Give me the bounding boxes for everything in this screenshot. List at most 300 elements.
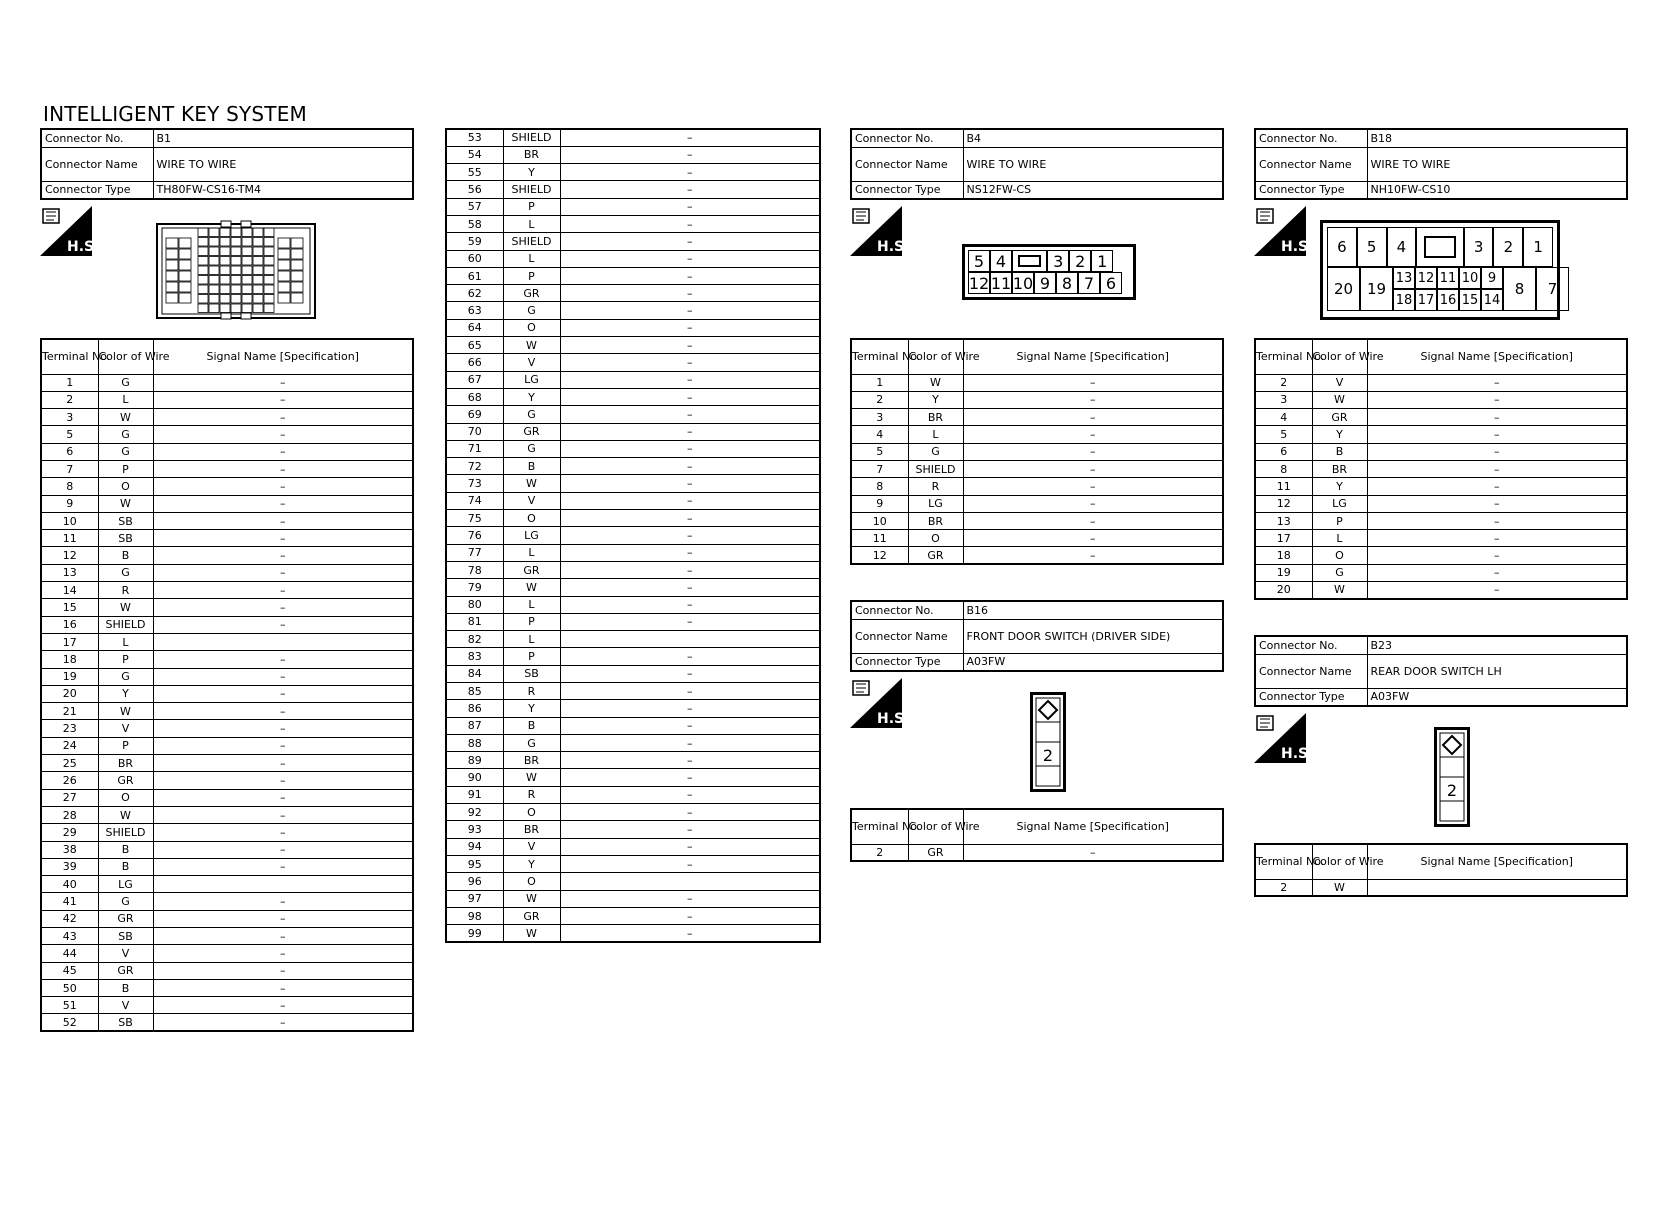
terminal-no-cell: 41 [41,893,98,910]
terminal-no-cell: 8 [1255,460,1312,477]
table-row [851,460,1223,477]
table-row [851,512,1223,529]
pin-cavity [242,295,252,304]
pin-cavity [264,304,274,313]
pin-cell: 1 [1523,227,1553,267]
wire-color-cell: G [98,893,153,910]
wire-color-cell: R [503,786,560,803]
signal-name-cell: – [560,804,820,821]
pin-cell: 2 [1493,227,1523,267]
table-row [446,855,820,872]
signal-name-cell [560,631,820,648]
signal-name-cell: – [560,423,820,440]
wire-color-cell: BR [98,755,153,772]
signal-name-header: Signal Name [Specification] [963,809,1223,844]
pin-cavity [220,228,230,237]
pin-cell: 10 [1459,267,1481,289]
terminal-no-cell: 42 [41,910,98,927]
signal-name-cell: – [153,668,413,685]
hs-badge-text: H.S. [1281,239,1314,255]
pin-cell: 7 [1078,272,1100,294]
signal-name-cell: – [1367,409,1627,426]
connector-type-value: NH10FW-CS10 [1367,181,1627,199]
connector-type-label: Connector Type [851,181,963,199]
wire-color-cell: LG [908,495,963,512]
table-row [41,460,413,477]
pin-cell: 10 [1012,273,1034,293]
signal-name-cell: – [560,717,820,734]
signal-name-header: Signal Name [Specification] [1367,339,1627,374]
b18-pin-row-bottom [1327,267,1558,311]
pin-cavity [291,293,303,303]
table-row [446,250,820,267]
pin-cell: 13 [1393,267,1415,289]
pin-cavity [198,228,208,237]
pin-cavity [166,293,178,303]
wire-color-cell: B [1312,443,1367,460]
signal-name-cell: – [560,527,820,544]
wire-color-cell: B [98,841,153,858]
table-row [851,478,1223,495]
table-row [1255,547,1627,564]
terminal-no-cell: 40 [41,876,98,893]
terminal-no-cell: 93 [446,821,503,838]
connector-type-value: A03FW [963,653,1223,671]
pin-cell: 12 [1415,267,1437,289]
table-row [41,495,413,512]
signal-name-cell: – [153,824,413,841]
table-row [41,945,413,962]
terminal-no-cell: 95 [446,855,503,872]
terminal-no-cell: 58 [446,215,503,232]
b23-terminal-table [1254,843,1628,897]
pin-cavity [231,304,241,313]
signal-name-cell: – [1367,426,1627,443]
connector-name-label: Connector Name [851,619,963,653]
signal-name-cell: – [560,510,820,527]
pin-cavity [242,276,252,285]
pin-cavity [291,238,303,248]
wire-color-cell: Y [1312,426,1367,443]
harness-side-icon [1254,713,1314,763]
connector-no-label: Connector No. [1255,129,1367,147]
wire-color-cell: L [908,426,963,443]
pin-cavity [209,285,219,294]
b18-pin-row-top [1327,227,1553,267]
wire-color-cell: W [1312,391,1367,408]
signal-name-cell: – [560,855,820,872]
terminal-no-cell: 3 [41,409,98,426]
terminal-no-cell: 89 [446,752,503,769]
pin-cavity [209,295,219,304]
wire-color-cell: R [98,582,153,599]
wire-color-cell: GR [1312,409,1367,426]
table-row [446,613,820,630]
pin-cavity [278,238,290,248]
signal-name-cell: – [963,495,1223,512]
wire-color-cell: SHIELD [908,460,963,477]
wire-color-cell: B [98,547,153,564]
terminal-no-cell: 86 [446,700,503,717]
wire-color-cell: SHIELD [503,129,560,146]
pin-cavity [209,228,219,237]
table-row [41,547,413,564]
pin-cavity [253,247,263,256]
table-row [446,665,820,682]
wire-color-cell: W [1312,582,1367,599]
connector-type-value: TH80FW-CS16-TM4 [153,181,413,199]
connector-name-value: WIRE TO WIRE [153,147,413,181]
wire-color-cell: O [908,530,963,547]
pin-cell: 4 [990,250,1012,272]
signal-name-cell: – [153,841,413,858]
signal-name-cell: – [560,164,820,181]
table-row [1255,495,1627,512]
pin-cavity [198,266,208,275]
wire-color-cell: O [98,478,153,495]
pin-cell: 14 [1481,289,1503,311]
connector-name-value: REAR DOOR SWITCH LH [1367,654,1627,688]
pin-cell: 8 [1503,267,1536,311]
wire-color-cell: R [908,478,963,495]
color-of-wire-header: Color of Wire [908,809,963,844]
pin-cell: 17 [1415,289,1437,311]
terminal-no-cell: 87 [446,717,503,734]
wire-color-cell: L [503,215,560,232]
wire-color-cell: W [503,925,560,942]
table-row [41,409,413,426]
table-row [446,233,820,250]
pin-cavity [220,266,230,275]
pin-cavity [179,249,191,259]
pin-cavity [220,247,230,256]
signal-name-cell: – [560,492,820,509]
terminal-no-cell: 78 [446,561,503,578]
wire-color-cell: BR [1312,460,1367,477]
terminal-no-cell: 21 [41,703,98,720]
table-row [1255,409,1627,426]
table-row [446,561,820,578]
connector-no-label: Connector No. [41,129,153,147]
signal-name-cell: – [153,720,413,737]
signal-name-cell: – [560,181,820,198]
harness-side-icon [1254,206,1314,256]
signal-name-cell: – [560,233,820,250]
pin-cavity [220,304,230,313]
signal-name-cell: – [1367,495,1627,512]
table-row [41,599,413,616]
wire-color-cell: Y [503,700,560,717]
wire-color-cell: L [503,631,560,648]
terminal-no-cell: 7 [851,460,908,477]
terminal-no-cell: 3 [851,409,908,426]
terminal-no-cell: 75 [446,510,503,527]
pin-cavity [264,266,274,275]
terminal-no-cell: 38 [41,841,98,858]
signal-name-cell: – [560,215,820,232]
terminal-no-cell: 17 [1255,530,1312,547]
terminal-no-cell: 11 [41,530,98,547]
table-row [1255,391,1627,408]
wire-color-cell: G [503,406,560,423]
table-row [446,406,820,423]
signal-name-cell: – [153,495,413,512]
terminal-no-header: Terminal No. [1255,844,1312,879]
table-row [41,806,413,823]
connector-key-slot [1416,227,1463,267]
b18-connector-diagram [1320,220,1560,320]
table-row [851,530,1223,547]
signal-name-cell: – [153,426,413,443]
terminal-no-cell: 23 [41,720,98,737]
signal-name-cell: – [560,821,820,838]
terminal-no-cell: 15 [41,599,98,616]
signal-name-cell: – [153,755,413,772]
pin-cavity [242,266,252,275]
terminal-no-cell: 24 [41,737,98,754]
terminal-no-cell: 26 [41,772,98,789]
terminal-no-cell: 13 [1255,512,1312,529]
table-row [446,440,820,457]
terminal-no-cell: 54 [446,146,503,163]
terminal-no-cell: 29 [41,824,98,841]
terminal-no-cell: 69 [446,406,503,423]
terminal-no-cell: 44 [41,945,98,962]
wire-color-cell: G [503,302,560,319]
table-row [446,648,820,665]
signal-name-cell: – [153,582,413,599]
pin-cavity [179,282,191,292]
table-row [41,512,413,529]
b4-connector-diagram [962,244,1136,300]
terminal-no-cell: 1 [851,374,908,391]
terminal-no-cell: 60 [446,250,503,267]
wire-color-cell: P [503,198,560,215]
table-row [446,371,820,388]
table-row [851,426,1223,443]
table-row [41,391,413,408]
wire-color-cell: SB [503,665,560,682]
wire-color-cell: SB [98,1014,153,1031]
table-row [41,755,413,772]
signal-name-cell: – [153,512,413,529]
wire-color-cell: W [98,495,153,512]
wire-color-cell: BR [908,409,963,426]
signal-name-cell: – [1367,478,1627,495]
wire-color-cell: Y [98,685,153,702]
signal-name-header: Signal Name [Specification] [153,339,413,374]
terminal-no-cell: 10 [851,512,908,529]
signal-name-header: Signal Name [Specification] [963,339,1223,374]
terminal-no-cell: 91 [446,786,503,803]
table-row [446,838,820,855]
signal-name-cell: – [560,129,820,146]
wire-color-cell: SHIELD [98,616,153,633]
pin-cavity [198,304,208,313]
b16-connector-diagram [1030,692,1066,792]
wire-color-cell: W [98,806,153,823]
table-row [41,633,413,650]
b4-terminal-table [850,338,1224,565]
pin-cavity [242,238,252,247]
pin-cell: 3 [1047,250,1069,272]
wire-color-cell: G [98,426,153,443]
signal-name-cell: – [560,561,820,578]
pin-cavity [291,282,303,292]
signal-name-cell: – [963,426,1223,443]
signal-name-cell: – [963,460,1223,477]
signal-name-cell: – [1367,530,1627,547]
table-row [446,579,820,596]
connector-type-value: NS12FW-CS [963,181,1223,199]
connector-no-value: B16 [963,601,1223,619]
wire-color-cell: GR [503,561,560,578]
wire-color-cell: P [98,737,153,754]
signal-name-cell: – [153,391,413,408]
table-row [446,527,820,544]
table-row [446,164,820,181]
table-row [41,962,413,979]
terminal-no-cell: 13 [41,564,98,581]
signal-name-cell: – [153,997,413,1014]
b23-connector-diagram [1434,727,1470,827]
table-row [446,544,820,561]
pin-cavity [220,285,230,294]
signal-name-cell: – [560,734,820,751]
connector-no-value: B1 [153,129,413,147]
pin-cavity [231,285,241,294]
pin-cavity [264,257,274,266]
b18-pin-group-center [1393,267,1503,311]
wire-color-cell: P [1312,512,1367,529]
wire-color-cell: L [1312,530,1367,547]
wire-color-cell: SB [98,512,153,529]
table-row [41,876,413,893]
pin-cavity [253,266,263,275]
terminal-no-cell: 56 [446,181,503,198]
table-row [41,824,413,841]
wire-color-cell: G [98,374,153,391]
signal-name-cell: – [560,752,820,769]
terminal-no-cell: 94 [446,838,503,855]
signal-name-cell: – [560,665,820,682]
pin-cavity [179,271,191,281]
b18-pin-row-center-bottom [1393,289,1503,311]
wire-color-cell: W [503,769,560,786]
pin-cavity [264,228,274,237]
wire-color-cell: LG [1312,495,1367,512]
pin-cavity [278,282,290,292]
wire-color-cell: SHIELD [503,233,560,250]
table-row [41,789,413,806]
signal-name-cell: – [963,391,1223,408]
wire-color-cell: O [503,510,560,527]
pin-cavity [278,260,290,270]
table-row [851,547,1223,564]
page-title: INTELLIGENT KEY SYSTEM [43,102,308,126]
pin-cell: 5 [1357,227,1387,267]
pin-label: 2 [1042,746,1054,765]
terminal-no-cell: 50 [41,979,98,996]
pin-cavity [264,276,274,285]
terminal-no-cell: 14 [41,582,98,599]
wire-color-cell: O [503,873,560,890]
wire-color-cell: G [98,443,153,460]
terminal-no-cell: 64 [446,319,503,336]
table-row [851,495,1223,512]
terminal-no-cell: 65 [446,337,503,354]
b18-pin-row-center-top [1393,267,1503,289]
table-row [41,858,413,875]
pin-cavity [209,247,219,256]
pin-cavity [231,257,241,266]
connector-name-value: FRONT DOOR SWITCH (DRIVER SIDE) [963,619,1223,653]
wire-color-cell: P [503,648,560,665]
table-row [446,752,820,769]
pin-cavity [166,282,178,292]
pin-cavity [231,266,241,275]
table-row [41,928,413,945]
pin-cell: 11 [1437,267,1459,289]
terminal-no-cell: 96 [446,873,503,890]
signal-name-cell: – [963,530,1223,547]
connector-name-value: WIRE TO WIRE [963,147,1223,181]
table-row [446,492,820,509]
terminal-no-cell: 39 [41,858,98,875]
signal-name-cell: – [560,890,820,907]
signal-name-cell: – [560,907,820,924]
signal-name-cell: – [560,579,820,596]
wire-color-cell: Y [503,164,560,181]
wire-color-cell: R [503,683,560,700]
pin-cavity [242,247,252,256]
pin-cavity [209,276,219,285]
terminal-no-cell: 28 [41,806,98,823]
signal-name-cell: – [153,547,413,564]
signal-name-cell: – [1367,512,1627,529]
pin-cell: 11 [990,273,1012,293]
table-row [41,651,413,668]
terminal-no-header: Terminal No. [1255,339,1312,374]
wire-color-cell: B [503,717,560,734]
pin-cavity [253,276,263,285]
pin-cavity [242,228,252,237]
signal-name-cell: – [153,772,413,789]
terminal-no-cell: 20 [1255,582,1312,599]
pin-cavity [198,295,208,304]
pin-cavity [253,285,263,294]
table-row [41,841,413,858]
signal-name-cell: – [153,616,413,633]
pin-cavity [220,238,230,247]
b18-pin-group-right [1503,267,1569,311]
table-row [446,631,820,648]
signal-name-cell: – [1367,582,1627,599]
terminal-no-cell: 6 [41,443,98,460]
pin-cell: 15 [1459,289,1481,311]
pin-cell: 1 [1091,250,1113,272]
pin-cavity [220,257,230,266]
terminal-no-cell: 76 [446,527,503,544]
terminal-no-cell: 17 [41,633,98,650]
table-row [1255,582,1627,599]
wire-color-cell: O [503,319,560,336]
terminal-no-cell: 27 [41,789,98,806]
terminal-no-cell: 98 [446,907,503,924]
wire-color-cell: V [98,997,153,1014]
terminal-no-cell: 2 [851,844,908,861]
wire-color-cell: SB [98,928,153,945]
